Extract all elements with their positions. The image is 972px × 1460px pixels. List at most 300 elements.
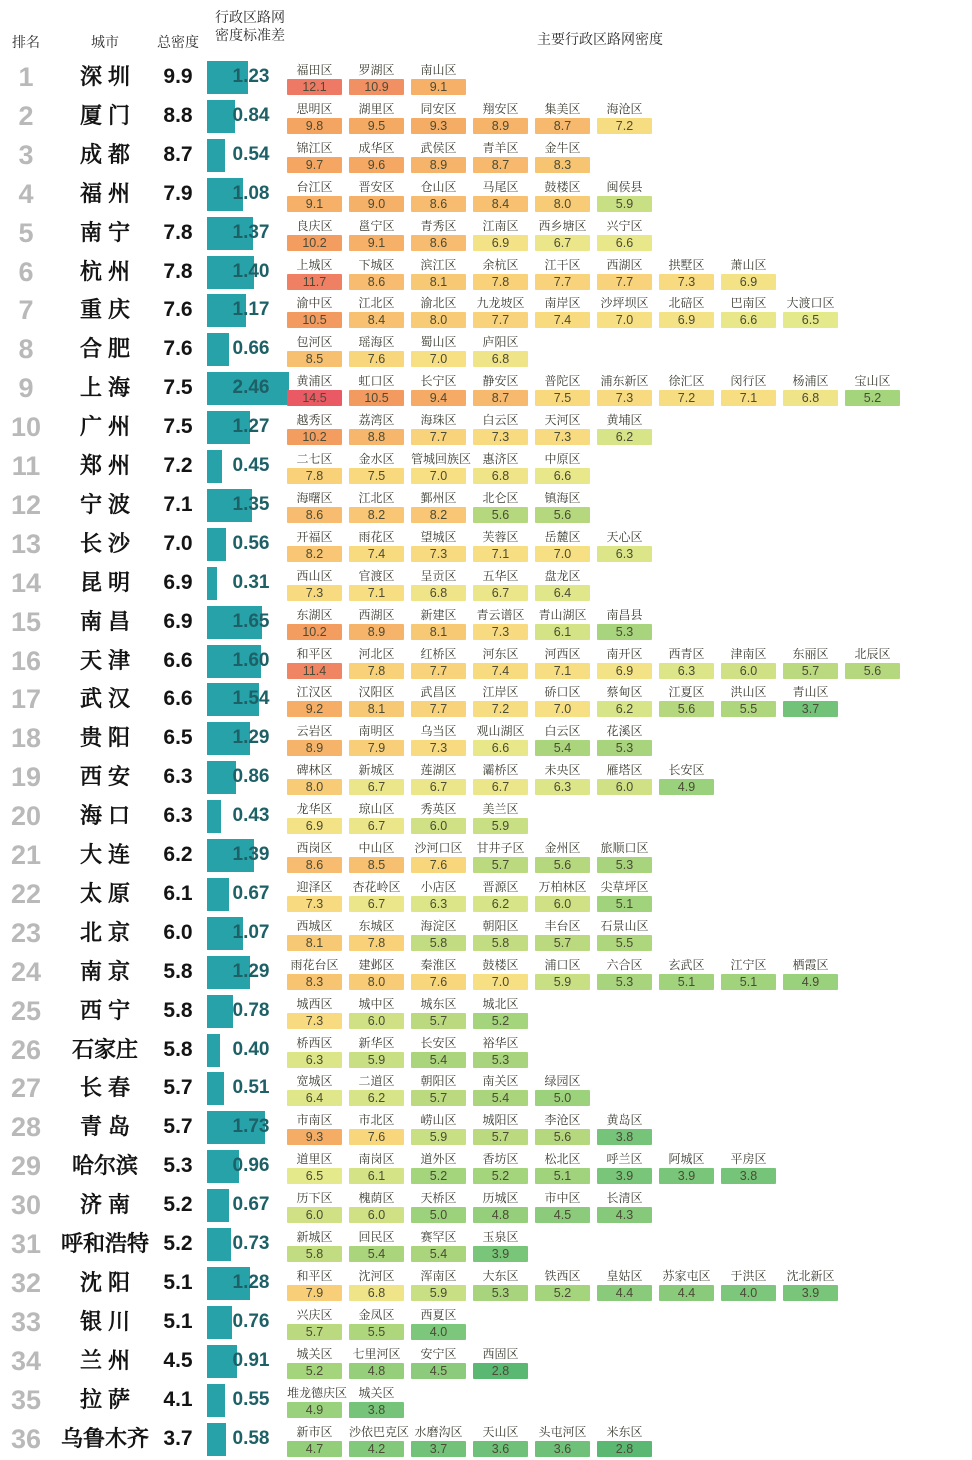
city-row: [0, 603, 972, 642]
district-name: 城西区: [296, 996, 333, 1011]
total-density-value: 8.7: [163, 142, 193, 166]
district-name: 红桥区: [420, 646, 457, 661]
district-cells: [287, 1109, 652, 1145]
stddev-value: 1.54: [232, 688, 270, 710]
district-name: 南开区: [606, 646, 643, 661]
district-value: 4.8: [473, 1207, 528, 1223]
district-value: 5.0: [535, 1090, 590, 1106]
stddev-value: 0.91: [232, 1349, 270, 1371]
district-name: 杨浦区: [792, 374, 829, 389]
district-cells: [287, 604, 652, 640]
district-value: 7.7: [535, 274, 590, 290]
district-name: 天桥区: [420, 1191, 457, 1206]
district-value: 7.0: [411, 468, 466, 484]
city-name: 郑 州: [79, 453, 131, 478]
district-name: 管城回族区: [411, 452, 472, 466]
city-name: 大 连: [79, 842, 131, 867]
district-cells: [287, 448, 590, 484]
district-name: 龙华区: [296, 802, 333, 817]
column-header-districts: 主要行政区路网密度: [537, 31, 663, 47]
rank-label: 10: [10, 412, 42, 443]
district-name: 和平区: [296, 646, 333, 661]
district-cell: [535, 1109, 590, 1145]
district-cell: [287, 254, 342, 290]
district-value: 11.7: [287, 274, 342, 290]
district-value: 7.9: [349, 740, 404, 756]
district-name: 徐汇区: [668, 374, 705, 389]
district-cell: [659, 759, 714, 795]
district-name: 长宁区: [420, 374, 457, 389]
rank-label: 20: [10, 801, 42, 832]
district-cell: [597, 292, 652, 328]
rank-label: 24: [10, 956, 42, 987]
district-value: 5.9: [411, 1285, 466, 1301]
city-name: 石家庄: [71, 1036, 138, 1062]
district-name: 江岸区: [482, 685, 519, 700]
district-cells: [287, 370, 900, 406]
district-value: 4.0: [721, 1285, 776, 1301]
stddev-value: 1.23: [232, 66, 270, 87]
district-cell: [411, 954, 466, 990]
district-name: 普陀区: [544, 374, 581, 389]
district-value: 6.4: [287, 1090, 342, 1106]
district-cell: [349, 526, 404, 562]
district-value: 7.7: [411, 663, 466, 679]
district-name: 晋安区: [358, 179, 395, 194]
district-name: 南岸区: [544, 296, 581, 311]
district-name: 江宁区: [730, 957, 767, 972]
city-name: 兰 州: [79, 1347, 131, 1373]
district-cell: [535, 409, 590, 445]
district-value: 8.0: [411, 312, 466, 328]
city-name: 长 春: [79, 1075, 131, 1101]
district-cell: [411, 254, 466, 290]
total-density-value: 6.9: [163, 570, 193, 594]
district-cell: [411, 98, 466, 134]
district-cell: [411, 370, 466, 406]
district-name: 上城区: [296, 257, 333, 272]
district-cell: [659, 254, 714, 290]
district-cell: [597, 720, 652, 756]
district-cell: [287, 370, 342, 406]
district-name: 闵行区: [730, 374, 767, 389]
district-value: 7.1: [349, 585, 404, 601]
district-value: 7.1: [473, 546, 528, 562]
district-name: 马尾区: [482, 179, 519, 194]
district-cells: [287, 915, 652, 951]
district-cell: [597, 215, 652, 251]
district-value: 5.3: [473, 1052, 528, 1068]
district-value: 6.1: [349, 1168, 404, 1184]
stddev-value: 0.66: [232, 338, 270, 360]
city-row: [0, 1031, 972, 1070]
district-value: 7.7: [597, 274, 652, 290]
city-name: 天 津: [79, 647, 131, 673]
district-cell: [287, 1343, 342, 1379]
district-value: 7.5: [349, 468, 404, 484]
city-name: 成 都: [79, 141, 131, 167]
district-cell: [349, 759, 404, 795]
rank-label: 16: [10, 645, 42, 676]
district-name: 道里区: [296, 1152, 333, 1167]
district-name: 回民区: [358, 1230, 395, 1244]
district-value: 8.0: [349, 974, 404, 990]
district-value: 7.0: [473, 974, 528, 990]
district-cell: [473, 254, 528, 290]
district-cell: [535, 176, 590, 212]
district-value: 6.6: [535, 468, 590, 484]
city-name: 西 安: [79, 764, 131, 790]
district-cell: [349, 954, 404, 990]
district-value: 5.6: [535, 857, 590, 873]
district-name: 江南区: [482, 218, 519, 233]
city-name: 上 海: [79, 375, 131, 401]
district-name: 滨江区: [420, 257, 457, 272]
district-cell: [473, 759, 528, 795]
district-cell: [411, 876, 466, 912]
district-cell: [349, 1265, 404, 1301]
stddev-value: 1.37: [232, 221, 270, 243]
district-cell: [287, 915, 342, 951]
district-value: 5.2: [287, 1363, 342, 1379]
district-cell: [473, 98, 528, 134]
district-value: 6.5: [783, 312, 838, 328]
column-header-rank: 排名: [12, 34, 40, 50]
district-name: 虹口区: [358, 374, 395, 389]
district-cell: [535, 759, 590, 795]
district-name: 河东区: [482, 646, 519, 661]
district-cell: [411, 526, 466, 562]
district-cells: [287, 1421, 652, 1457]
district-cell: [287, 1109, 342, 1145]
district-cell: [721, 1148, 776, 1184]
district-name: 松北区: [544, 1152, 581, 1167]
district-value: 7.7: [411, 429, 466, 445]
district-name: 呈贡区: [420, 568, 457, 583]
column-header-stddev: [198, 8, 302, 44]
district-cell: [349, 876, 404, 912]
district-cell: [411, 137, 466, 173]
district-name: 白云区: [544, 724, 581, 739]
district-name: 荔湾区: [358, 413, 395, 428]
city-row: [0, 253, 972, 292]
stddev-value: 1.39: [232, 844, 270, 865]
district-cells: [287, 565, 590, 601]
district-cell: [349, 59, 404, 95]
column-header-stddev-line1: 行政区路网: [215, 9, 285, 25]
district-value: 5.8: [411, 935, 466, 951]
district-value: 5.5: [349, 1324, 404, 1340]
district-value: 3.6: [535, 1441, 590, 1457]
city-row: [0, 992, 972, 1031]
district-name: 于洪区: [730, 1268, 767, 1283]
district-cell: [349, 409, 404, 445]
district-value: 9.1: [287, 196, 342, 212]
district-value: 5.2: [473, 1168, 528, 1184]
district-name: 沙依巴克区: [349, 1424, 410, 1439]
city-name: 南 昌: [79, 608, 131, 634]
district-value: 8.0: [287, 779, 342, 795]
district-cell: [349, 643, 404, 679]
district-cell: [597, 954, 652, 990]
city-name: 海 口: [79, 803, 131, 829]
district-cell: [659, 1148, 714, 1184]
district-value: 5.6: [845, 663, 900, 679]
district-name: 北仑区: [482, 490, 519, 505]
district-cells: [287, 292, 838, 328]
district-name: 青秀区: [420, 218, 457, 233]
city-row: [0, 1147, 972, 1186]
district-name: 汉阳区: [358, 685, 395, 700]
district-name: 浑南区: [420, 1268, 457, 1283]
district-name: 沈河区: [358, 1268, 395, 1283]
city-row: [0, 836, 972, 875]
district-name: 琼山区: [358, 802, 395, 817]
district-name: 李沧区: [544, 1113, 581, 1128]
district-cell: [411, 759, 466, 795]
district-cell: [287, 954, 342, 990]
district-name: 平房区: [730, 1152, 767, 1167]
city-row: [0, 175, 972, 214]
district-value: 5.0: [411, 1207, 466, 1223]
district-value: 8.2: [287, 546, 342, 562]
district-cell: [349, 292, 404, 328]
district-name: 苏家屯区: [662, 1268, 711, 1283]
district-value: 5.4: [349, 1246, 404, 1262]
district-value: 6.2: [473, 896, 528, 912]
district-value: 5.7: [287, 1324, 342, 1340]
district-cell: [597, 1187, 652, 1223]
district-name: 邕宁区: [358, 218, 395, 233]
district-value: 5.9: [535, 974, 590, 990]
district-cell: [535, 876, 590, 912]
district-name: 芙蓉区: [482, 529, 519, 544]
city-name: 哈尔滨: [71, 1153, 138, 1179]
district-cell: [287, 292, 342, 328]
district-name: 城北区: [482, 996, 519, 1011]
district-name: 西湖区: [358, 607, 395, 622]
city-row: [0, 214, 972, 253]
district-cell: [473, 604, 528, 640]
district-name: 城关区: [296, 1346, 333, 1361]
district-cell: [535, 604, 590, 640]
district-cell: [411, 993, 466, 1029]
district-value: 5.3: [597, 624, 652, 640]
district-cell: [473, 448, 528, 484]
district-value: 10.5: [287, 312, 342, 328]
district-name: 历下区: [296, 1191, 333, 1206]
district-name: 巴南区: [730, 296, 767, 311]
rank-label: 22: [10, 878, 42, 909]
district-cell: [349, 1343, 404, 1379]
rank-label: 25: [10, 995, 42, 1026]
district-value: 7.2: [659, 390, 714, 406]
district-cell: [473, 1032, 528, 1068]
district-name: 新华区: [358, 1035, 395, 1050]
district-value: 7.3: [473, 624, 528, 640]
district-name: 晋源区: [482, 879, 519, 894]
district-cell: [411, 1032, 466, 1068]
district-value: 4.0: [411, 1324, 466, 1340]
district-name: 市南区: [296, 1113, 333, 1128]
district-cell: [659, 1265, 714, 1301]
district-name: 尖草坪区: [600, 879, 649, 894]
district-value: 6.3: [411, 896, 466, 912]
district-cell: [411, 643, 466, 679]
district-cell: [411, 837, 466, 873]
district-cell: [473, 915, 528, 951]
district-name: 鼓楼区: [544, 179, 581, 194]
district-value: 5.5: [597, 935, 652, 951]
district-cell: [349, 1148, 404, 1184]
district-cell: [473, 1070, 528, 1106]
stddev-value: 2.46: [232, 377, 270, 399]
district-name: 桥西区: [296, 1035, 333, 1050]
district-cell: [535, 370, 590, 406]
district-name: 海曙区: [296, 490, 333, 505]
district-value: 10.2: [287, 429, 342, 445]
district-cells: [287, 1304, 466, 1340]
district-name: 黄浦区: [296, 374, 333, 389]
stddev-value: 0.73: [232, 1233, 270, 1254]
stddev-value: 1.27: [232, 416, 270, 438]
district-value: 8.1: [411, 274, 466, 290]
district-name: 北碚区: [668, 296, 705, 311]
district-name: 长安区: [668, 763, 705, 778]
district-value: 4.5: [411, 1363, 466, 1379]
district-value: 5.8: [287, 1246, 342, 1262]
district-cell: [473, 681, 528, 717]
district-cells: [287, 176, 652, 212]
district-cell: [721, 1265, 776, 1301]
district-value: 8.6: [411, 235, 466, 251]
district-name: 二七区: [296, 452, 333, 466]
district-name: 呼兰区: [606, 1152, 643, 1167]
district-cells: [287, 254, 776, 290]
district-cell: [287, 876, 342, 912]
district-name: 同安区: [420, 101, 457, 116]
district-cell: [349, 1304, 404, 1340]
district-value: 6.5: [287, 1168, 342, 1184]
district-value: 7.1: [535, 663, 590, 679]
city-name: 广 州: [79, 414, 131, 440]
district-name: 集美区: [544, 101, 581, 116]
district-value: 5.4: [535, 740, 590, 756]
district-cell: [535, 1265, 590, 1301]
district-cell: [597, 837, 652, 873]
district-value: 5.9: [349, 1052, 404, 1068]
district-cell: [535, 1187, 590, 1223]
district-name: 水磨沟区: [414, 1424, 463, 1439]
total-density-value: 7.1: [163, 492, 193, 516]
district-cell: [349, 915, 404, 951]
total-density-value: 6.6: [163, 687, 193, 711]
district-cell: [597, 876, 652, 912]
total-density-value: 5.2: [163, 1232, 193, 1255]
district-name: 新城区: [296, 1230, 333, 1244]
city-name: 武 汉: [79, 686, 131, 712]
total-density-value: 6.5: [163, 726, 193, 750]
district-name: 新市区: [296, 1424, 333, 1439]
district-cell: [535, 1148, 590, 1184]
district-value: 6.1: [535, 624, 590, 640]
district-value: 5.1: [659, 974, 714, 990]
rank-label: 30: [10, 1190, 42, 1221]
district-name: 河北区: [358, 646, 395, 661]
city-row: [0, 291, 972, 330]
district-name: 城中区: [358, 996, 395, 1011]
district-cell: [473, 526, 528, 562]
district-cell: [349, 98, 404, 134]
city-row: [0, 758, 972, 797]
district-cell: [349, 254, 404, 290]
district-value: 6.0: [349, 1207, 404, 1223]
stddev-value: 1.40: [232, 260, 270, 282]
district-value: 8.7: [535, 118, 590, 134]
district-name: 良庆区: [296, 218, 333, 233]
district-cell: [473, 798, 528, 834]
stddev-value: 0.43: [232, 805, 270, 827]
district-cell: [411, 448, 472, 484]
district-cell: [783, 681, 838, 717]
rank-label: 14: [10, 567, 42, 598]
district-cell: [535, 215, 590, 251]
city-name: 北 京: [79, 919, 131, 945]
district-name: 中原区: [544, 452, 581, 466]
district-name: 江夏区: [668, 685, 705, 700]
district-name: 浦口区: [544, 957, 581, 972]
district-name: 绿园区: [544, 1074, 581, 1089]
district-cells: [287, 331, 528, 367]
district-cell: [287, 487, 342, 523]
district-cell: [411, 1109, 466, 1145]
district-name: 南岗区: [358, 1152, 395, 1167]
district-value: 6.0: [597, 779, 652, 795]
district-value: 7.3: [411, 740, 466, 756]
district-cell: [535, 643, 590, 679]
district-cell: [349, 1109, 404, 1145]
district-cell: [597, 1148, 652, 1184]
district-name: 湖里区: [358, 101, 395, 116]
city-row: [0, 97, 972, 136]
district-name: 朝阳区: [420, 1074, 457, 1089]
district-cell: [349, 448, 404, 484]
district-cell: [287, 1421, 342, 1457]
district-name: 灞桥区: [482, 763, 519, 778]
city-name: 昆 明: [79, 569, 131, 595]
district-value: 8.8: [349, 429, 404, 445]
total-density-value: 7.6: [163, 298, 193, 322]
rank-label: 19: [10, 762, 42, 793]
district-name: 越秀区: [296, 413, 333, 428]
district-name: 安宁区: [420, 1346, 457, 1361]
district-value: 9.3: [287, 1129, 342, 1145]
district-value: 8.9: [287, 740, 342, 756]
district-name: 裕华区: [482, 1035, 519, 1050]
district-value: 8.3: [535, 157, 590, 173]
district-cell: [287, 331, 342, 367]
district-cell: [535, 1070, 590, 1106]
district-cell: [287, 1382, 348, 1418]
city-row: [0, 1069, 972, 1108]
district-name: 思明区: [296, 101, 333, 116]
city-row: [0, 1225, 972, 1264]
district-name: 南昌县: [606, 607, 643, 622]
district-value: 9.5: [349, 118, 404, 134]
total-density-value: 5.2: [163, 1193, 193, 1217]
district-value: 8.0: [535, 196, 590, 212]
district-name: 沙坪坝区: [600, 296, 649, 311]
